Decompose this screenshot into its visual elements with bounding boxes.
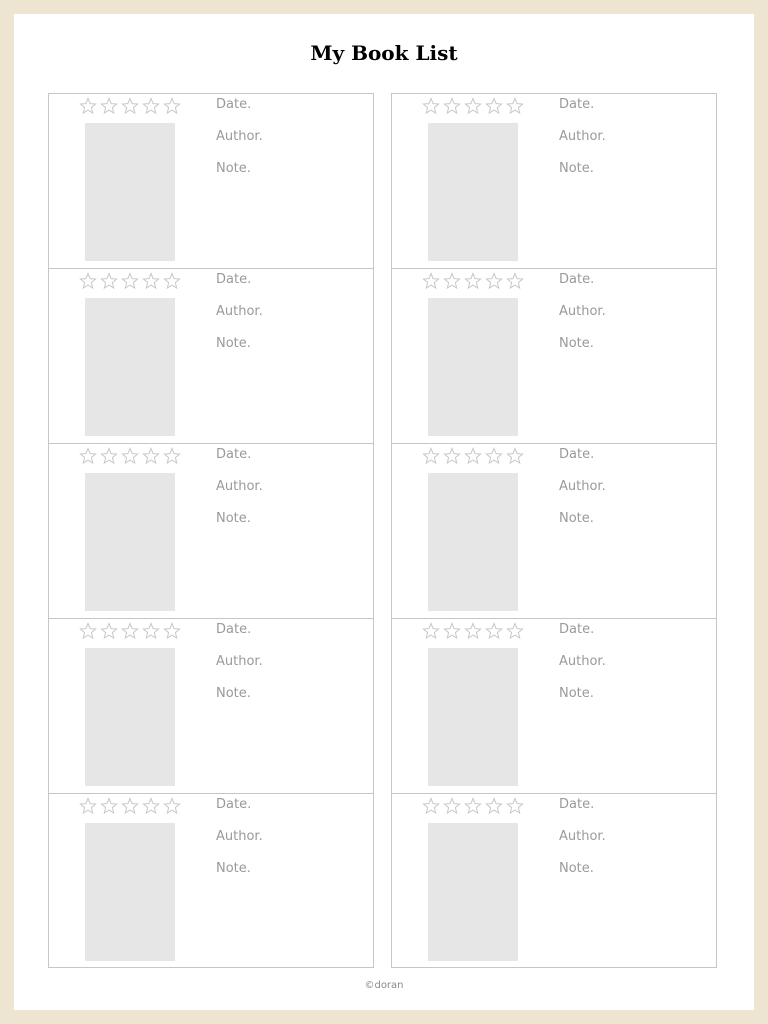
note-label: Note.: [559, 686, 594, 701]
star-outline-icon[interactable]: [79, 97, 97, 115]
author-label: Author.: [216, 304, 263, 319]
star-outline-icon[interactable]: [422, 272, 440, 290]
star-outline-icon[interactable]: [163, 272, 181, 290]
book-entry: [392, 269, 716, 444]
note-label: Note.: [216, 161, 251, 176]
star-rating[interactable]: [422, 622, 524, 640]
date-label: Date.: [559, 272, 595, 287]
date-label: Date.: [559, 797, 595, 812]
book-cover-placeholder: [428, 823, 518, 961]
author-label: Author.: [559, 479, 606, 494]
note-label: Note.: [559, 861, 594, 876]
date-label: Date.: [559, 447, 595, 462]
book-cover-placeholder: [85, 473, 175, 611]
star-outline-icon[interactable]: [422, 622, 440, 640]
book-column-right: [391, 93, 717, 968]
star-rating[interactable]: [79, 797, 181, 815]
star-outline-icon[interactable]: [121, 622, 139, 640]
book-cover-placeholder: [428, 123, 518, 261]
star-outline-icon[interactable]: [464, 622, 482, 640]
note-label: Note.: [216, 686, 251, 701]
star-rating[interactable]: [79, 272, 181, 290]
note-label: Note.: [559, 336, 594, 351]
star-outline-icon[interactable]: [485, 447, 503, 465]
date-label: Date.: [216, 272, 252, 287]
star-outline-icon[interactable]: [464, 97, 482, 115]
star-outline-icon[interactable]: [100, 622, 118, 640]
star-outline-icon[interactable]: [100, 272, 118, 290]
author-label: Author.: [216, 829, 263, 844]
book-cover-placeholder: [85, 823, 175, 961]
date-label: Date.: [216, 447, 252, 462]
note-label: Note.: [216, 511, 251, 526]
star-outline-icon[interactable]: [121, 447, 139, 465]
star-outline-icon[interactable]: [443, 622, 461, 640]
star-outline-icon[interactable]: [422, 797, 440, 815]
star-outline-icon[interactable]: [121, 272, 139, 290]
book-cover-placeholder: [428, 473, 518, 611]
note-label: Note.: [216, 861, 251, 876]
star-outline-icon[interactable]: [142, 447, 160, 465]
star-outline-icon[interactable]: [443, 797, 461, 815]
star-outline-icon[interactable]: [485, 272, 503, 290]
book-cover-placeholder: [85, 298, 175, 436]
star-rating[interactable]: [422, 797, 524, 815]
note-label: Note.: [559, 511, 594, 526]
star-rating[interactable]: [79, 97, 181, 115]
date-label: Date.: [216, 97, 252, 112]
star-outline-icon[interactable]: [422, 97, 440, 115]
star-outline-icon[interactable]: [443, 97, 461, 115]
star-rating[interactable]: [79, 622, 181, 640]
star-outline-icon[interactable]: [142, 272, 160, 290]
author-label: Author.: [559, 129, 606, 144]
author-label: Author.: [216, 654, 263, 669]
author-label: Author.: [216, 129, 263, 144]
date-label: Date.: [559, 97, 595, 112]
star-outline-icon[interactable]: [163, 447, 181, 465]
star-outline-icon[interactable]: [100, 797, 118, 815]
copyright-footer: ©doran: [364, 980, 404, 991]
star-rating[interactable]: [422, 97, 524, 115]
page-title: My Book List: [310, 41, 458, 65]
star-outline-icon[interactable]: [464, 797, 482, 815]
note-label: Note.: [559, 161, 594, 176]
author-label: Author.: [216, 479, 263, 494]
star-outline-icon[interactable]: [79, 622, 97, 640]
star-outline-icon[interactable]: [100, 447, 118, 465]
author-label: Author.: [559, 654, 606, 669]
star-outline-icon[interactable]: [121, 797, 139, 815]
star-outline-icon[interactable]: [121, 97, 139, 115]
star-rating[interactable]: [422, 272, 524, 290]
star-outline-icon[interactable]: [163, 797, 181, 815]
book-entry: [49, 94, 373, 269]
author-label: Author.: [559, 304, 606, 319]
star-outline-icon[interactable]: [443, 272, 461, 290]
star-outline-icon[interactable]: [506, 97, 524, 115]
star-outline-icon[interactable]: [79, 797, 97, 815]
star-outline-icon[interactable]: [464, 272, 482, 290]
star-outline-icon[interactable]: [79, 272, 97, 290]
star-outline-icon[interactable]: [506, 622, 524, 640]
star-outline-icon[interactable]: [464, 447, 482, 465]
date-label: Date.: [216, 622, 252, 637]
book-cover-placeholder: [428, 298, 518, 436]
star-outline-icon[interactable]: [163, 97, 181, 115]
book-column-left: [48, 93, 374, 968]
star-outline-icon[interactable]: [443, 447, 461, 465]
book-cover-placeholder: [85, 123, 175, 261]
star-rating[interactable]: [79, 447, 181, 465]
star-outline-icon[interactable]: [485, 797, 503, 815]
book-entry: [392, 619, 716, 794]
date-label: Date.: [216, 797, 252, 812]
book-cover-placeholder: [428, 648, 518, 786]
book-entry: [392, 794, 716, 969]
book-entry: [49, 619, 373, 794]
star-outline-icon[interactable]: [506, 797, 524, 815]
book-entry: [392, 444, 716, 619]
book-entry: [49, 269, 373, 444]
star-outline-icon[interactable]: [142, 97, 160, 115]
star-outline-icon[interactable]: [485, 97, 503, 115]
book-entry: [392, 94, 716, 269]
star-rating[interactable]: [422, 447, 524, 465]
date-label: Date.: [559, 622, 595, 637]
star-outline-icon[interactable]: [163, 622, 181, 640]
star-outline-icon[interactable]: [422, 447, 440, 465]
author-label: Author.: [559, 829, 606, 844]
book-entry: [49, 444, 373, 619]
star-outline-icon[interactable]: [142, 797, 160, 815]
book-cover-placeholder: [85, 648, 175, 786]
star-outline-icon[interactable]: [142, 622, 160, 640]
star-outline-icon[interactable]: [506, 447, 524, 465]
star-outline-icon[interactable]: [79, 447, 97, 465]
book-entry: [49, 794, 373, 969]
star-outline-icon[interactable]: [100, 97, 118, 115]
note-label: Note.: [216, 336, 251, 351]
star-outline-icon[interactable]: [485, 622, 503, 640]
star-outline-icon[interactable]: [506, 272, 524, 290]
